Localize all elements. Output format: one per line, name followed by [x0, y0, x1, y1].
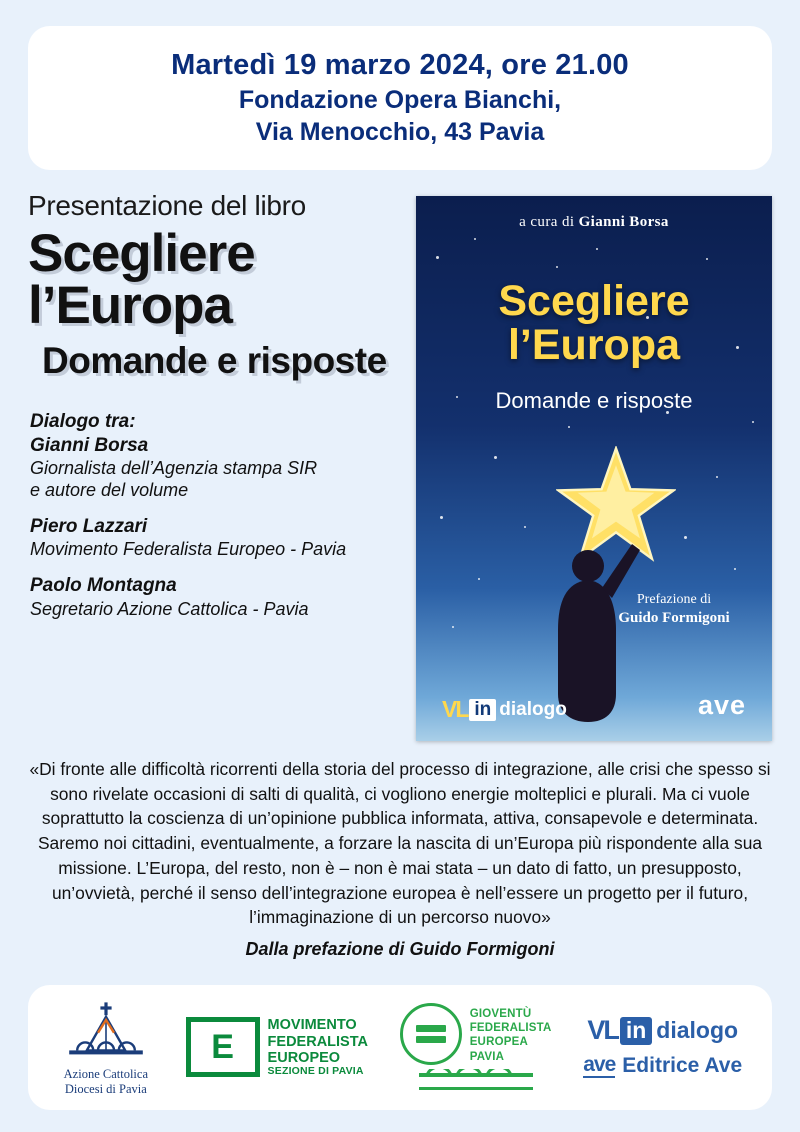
logo-movimento-federalista-europeo [186, 1017, 368, 1077]
page-subtitle: Domande e risposte [42, 339, 387, 381]
gfe-icon [400, 1003, 462, 1065]
gfe-line-1: GIOVENTÙ [469, 1007, 532, 1020]
cover-preface-line-1: Prefazione di [636, 592, 712, 607]
logo-indialogo-ave [583, 1017, 742, 1077]
gfe-line-2: FEDERALISTA [469, 1021, 552, 1034]
bridge-icon [417, 1069, 535, 1093]
quote-text: «Di fronte alle difficoltà ricorrenti della storia del processo di integrazione, alle crisi che spesso si sono rivelate occasioni di salti di qualità, ci vogliono energie molteplici e plurali. Ma ci vuole soprattutto la coscienza di un’opinione pubblica informata, attiva, consapevole e determinata. Saremo noi cittadini, eventualmente, a forzare la nascita di un’Europa più rispondente alla sua missione. L’Europa, del resto, non è – non è mai stata – un dato di fatto, un presupposto, un’ovvietà, perché il senso dell’integrazione europea è nell’essere un progetto per il futuro, l’immaginazione di un percorso nuovo» [29, 759, 771, 928]
azione-cattolica-line-1: Azione Cattolica [63, 1066, 149, 1081]
event-datetime: Martedì 19 marzo 2024, ore 21.00 [171, 49, 629, 82]
cover-title-line-2: l’Europa [507, 320, 681, 369]
speaker-role-1-line-2: e autore del volume [30, 480, 189, 501]
speaker-role-3: Segretario Azione Cattolica - Pavia [30, 598, 309, 619]
main-text-column [28, 190, 408, 620]
azione-cattolica-icon [58, 999, 154, 1065]
logo-gioventu-federalista-europea [400, 1003, 552, 1093]
speakers-list [30, 410, 408, 620]
cover-title [416, 277, 772, 369]
indialogo-vl: VL [587, 1015, 618, 1046]
mfe-letter: E [211, 1028, 234, 1067]
cover-indialogo-in: in [469, 699, 496, 721]
cover-title-line-1: Scegliere [498, 277, 690, 325]
cover-subtitle: Domande e risposte [495, 388, 693, 413]
cover-publisher-ave-logo: ave [697, 690, 746, 720]
speakers-heading: Dialogo tra: [30, 411, 136, 433]
kicker-text: Presentazione del libro [28, 190, 306, 221]
gfe-line-3: EUROPEA [469, 1036, 528, 1049]
speaker-name-2: Piero Lazzari [30, 515, 148, 537]
speaker-name-1: Gianni Borsa [30, 434, 149, 456]
mfe-line-2: FEDERALISTA [267, 1033, 368, 1050]
indialogo-in: in [620, 1017, 652, 1044]
cover-indialogo-vl: VL [442, 696, 468, 722]
event-header-banner [28, 26, 772, 170]
cover-preface-author: Guido Formigoni [618, 610, 730, 627]
speaker-role-2: Movimento Federalista Europeo - Pavia [30, 539, 347, 560]
mfe-line-4: SEZIONE DI PAVIA [267, 1064, 364, 1077]
speaker-name-3: Paolo Montagna [30, 574, 177, 596]
mfe-label [268, 1017, 368, 1077]
ave-label: Editrice Ave [622, 1053, 743, 1077]
ave-logo [583, 1054, 742, 1078]
cover-publisher-indialogo-logo [442, 696, 567, 723]
azione-cattolica-label [64, 1067, 148, 1097]
cover-preface [594, 591, 754, 629]
quote-block [28, 757, 772, 962]
event-venue: Fondazione Opera Bianchi, [238, 85, 562, 114]
indialogo-dialogo: dialogo [656, 1017, 739, 1044]
speaker-role-1-line-1: Giornalista dell’Agenzia stampa SIR [30, 457, 318, 478]
quote-attribution: Dalla prefazione di Guido Formigoni [245, 938, 555, 959]
gfe-line-4: PAVIA [469, 1050, 505, 1063]
mfe-icon [186, 1017, 260, 1077]
cover-credit-prefix: a cura di [519, 214, 579, 230]
mfe-line-3: EUROPEO [267, 1049, 341, 1066]
azione-cattolica-line-2: Diocesi di Pavia [64, 1081, 147, 1096]
cover-credit [416, 214, 772, 231]
gfe-label [470, 1007, 552, 1065]
ave-mark: ave [583, 1052, 616, 1076]
indialogo-logo [587, 1017, 738, 1044]
logo-azione-cattolica [58, 999, 154, 1097]
cover-credit-name: Gianni Borsa [578, 214, 669, 230]
book-cover-image [416, 196, 772, 741]
mfe-line-1: MOVIMENTO [267, 1017, 357, 1034]
page-title: Scegliere l’Europa [28, 224, 255, 335]
sponsor-logos-bar [28, 985, 772, 1110]
cover-indialogo-dialogo: dialogo [499, 698, 567, 720]
event-address: Via Menocchio, 43 Pavia [255, 118, 545, 147]
